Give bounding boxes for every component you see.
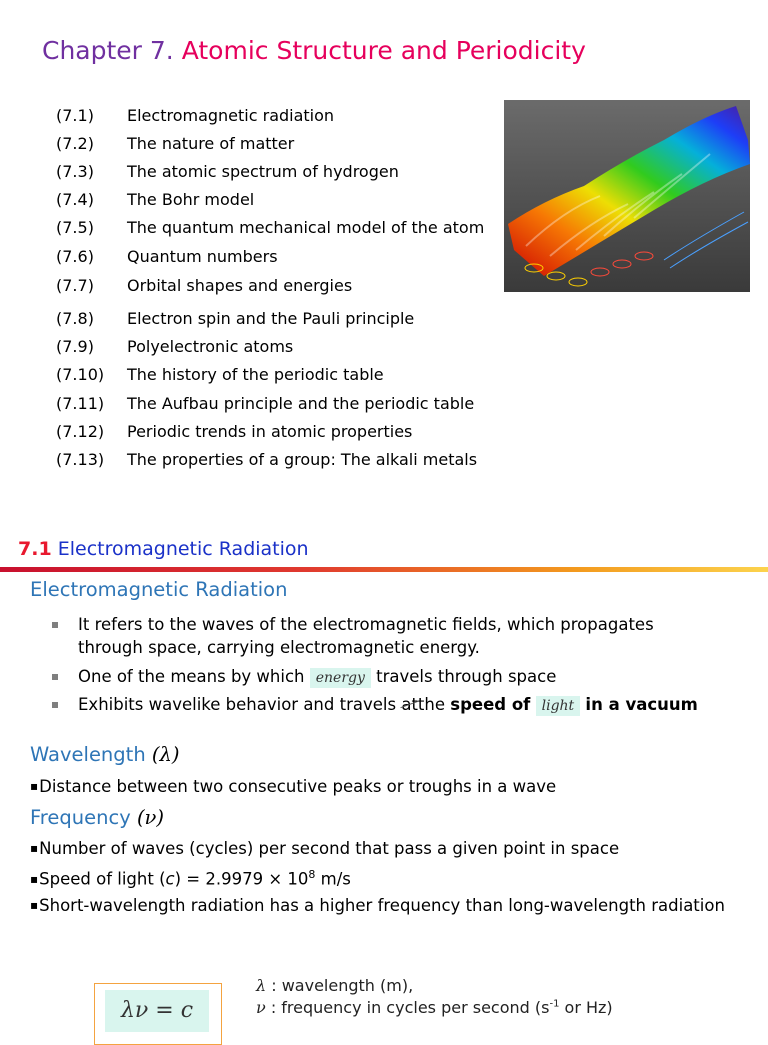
toc-item-number: (7.3) bbox=[56, 162, 94, 181]
nu-def-text: : frequency in cycles per second (s bbox=[265, 998, 550, 1017]
toc-item bbox=[56, 365, 384, 384]
toc-item-label: Quantum numbers bbox=[127, 247, 278, 266]
section-title: Electromagnetic Radiation bbox=[57, 538, 309, 560]
em-bullet-3-the: the bbox=[417, 695, 446, 714]
toc-item-label: The properties of a group: The alkali metals bbox=[127, 450, 478, 469]
wavelength-desc bbox=[30, 777, 556, 796]
chapter-topic: Atomic Structure and Periodicity bbox=[181, 36, 586, 65]
speed-value: ) = 2.9979 × 10 bbox=[174, 869, 309, 889]
list-item bbox=[52, 665, 722, 690]
em-bullet-2-start: One of the means by which bbox=[78, 667, 305, 686]
toc-item-number: (7.10) bbox=[56, 365, 105, 384]
nu-def-text-end: or Hz) bbox=[559, 998, 613, 1017]
frequency-line-3 bbox=[30, 896, 725, 915]
bullet-icon: ▪ bbox=[30, 841, 39, 855]
toc-item-label: The Bohr model bbox=[127, 190, 255, 209]
bullet-icon bbox=[52, 702, 58, 708]
lambda-symbol: (λ) bbox=[151, 743, 180, 766]
toc-item bbox=[56, 106, 334, 125]
handwritten-note-energy: energy bbox=[310, 668, 371, 688]
handwritten-equation: λν = c bbox=[105, 990, 209, 1032]
struck-word: at bbox=[401, 695, 418, 714]
frequency-line-2 bbox=[30, 868, 351, 889]
frequency-line-3-text: Short-wavelength radiation has a higher frequency than long-wavelength radiation bbox=[39, 896, 725, 915]
toc-item-number: (7.4) bbox=[56, 190, 94, 209]
equation-box bbox=[94, 983, 222, 1045]
speed-unit: m/s bbox=[315, 869, 351, 889]
lambda-def-symbol: λ bbox=[256, 976, 267, 995]
bullet-icon bbox=[52, 622, 58, 628]
toc-item-number: (7.12) bbox=[56, 422, 105, 441]
toc-item-number: (7.5) bbox=[56, 218, 94, 237]
handwritten-note-light: light bbox=[536, 696, 581, 716]
toc-item-number: (7.8) bbox=[56, 309, 94, 328]
toc-item-label: Polyelectronic atoms bbox=[127, 337, 294, 356]
em-heading-text: Electromagnetic Radiation bbox=[30, 578, 288, 601]
wavelength-desc-text: Distance between two consecutive peaks or troughs in a wave bbox=[39, 777, 557, 796]
toc-item-label: The Aufbau principle and the periodic table bbox=[127, 394, 475, 413]
em-bullet-3-bold-2: in a vacuum bbox=[585, 695, 698, 714]
toc-item-number: (7.1) bbox=[56, 106, 94, 125]
toc-item bbox=[56, 276, 352, 295]
em-bullet-3 bbox=[78, 693, 722, 718]
toc-item-label: Electron spin and the Pauli principle bbox=[127, 309, 415, 328]
toc-item-label: Electromagnetic radiation bbox=[127, 106, 335, 125]
section-number: 7.1 bbox=[18, 538, 52, 560]
toc-item-number: (7.2) bbox=[56, 134, 94, 153]
toc-item bbox=[56, 394, 474, 413]
toc-item bbox=[56, 218, 484, 237]
toc-item bbox=[56, 450, 477, 469]
lambda-def-text: : wavelength (m), bbox=[266, 976, 414, 995]
nu-def-symbol: ν bbox=[256, 998, 266, 1017]
toc-item bbox=[56, 247, 278, 266]
em-heading bbox=[30, 578, 287, 601]
speed-label: Speed of light ( bbox=[39, 869, 166, 889]
nu-symbol: (ν) bbox=[136, 806, 165, 829]
bullet-icon bbox=[52, 674, 58, 680]
em-bullet-3-bold-1: speed of bbox=[450, 695, 531, 714]
em-bullet-2-end: travels through space bbox=[376, 667, 557, 686]
toc-item bbox=[56, 190, 254, 209]
frequency-heading-text: Frequency bbox=[30, 806, 131, 829]
toc-item-label: The history of the periodic table bbox=[127, 365, 384, 384]
em-bullet-3-start: Exhibits wavelike behavior and travels bbox=[78, 695, 397, 714]
toc-item-label: The nature of matter bbox=[127, 134, 295, 153]
list-item bbox=[52, 613, 722, 659]
toc-item-label: Orbital shapes and energies bbox=[127, 276, 353, 295]
toc-item-number: (7.11) bbox=[56, 394, 105, 413]
toc-item-label: The quantum mechanical model of the atom bbox=[127, 218, 485, 237]
toc-item bbox=[56, 422, 412, 441]
c-symbol: c bbox=[165, 869, 175, 889]
bullet-icon: ▪ bbox=[30, 779, 39, 793]
toc-item bbox=[56, 309, 414, 328]
wave-spectrum-image bbox=[504, 100, 750, 292]
em-bullet-1: It refers to the waves of the electromagnetic fields, which propagates through space, carrying electromagnetic energy. bbox=[78, 615, 654, 657]
frequency-heading bbox=[30, 806, 164, 829]
toc-item bbox=[56, 337, 293, 356]
bullet-icon: ▪ bbox=[30, 898, 39, 912]
toc-item-label: Periodic trends in atomic properties bbox=[127, 422, 413, 441]
wavelength-heading bbox=[30, 743, 179, 766]
wavelength-heading-text: Wavelength bbox=[30, 743, 146, 766]
em-bullet-2 bbox=[78, 665, 722, 690]
nu-definition bbox=[256, 998, 613, 1017]
toc-item-number: (7.6) bbox=[56, 247, 94, 266]
section-divider bbox=[0, 567, 768, 572]
toc-item-number: (7.9) bbox=[56, 337, 94, 356]
toc-item bbox=[56, 162, 399, 181]
toc-item-number: (7.13) bbox=[56, 450, 105, 469]
toc-item bbox=[56, 134, 294, 153]
section-heading bbox=[18, 538, 309, 560]
toc-item-number: (7.7) bbox=[56, 276, 94, 295]
list-item bbox=[52, 693, 722, 718]
page-title bbox=[42, 36, 586, 65]
bullet-icon: ▪ bbox=[30, 871, 39, 886]
chapter-label: Chapter 7. bbox=[42, 36, 174, 65]
speed-exponent: 8 bbox=[308, 868, 316, 881]
frequency-line-1-text: Number of waves (cycles) per second that pass a given point in space bbox=[39, 839, 620, 858]
lambda-definition bbox=[256, 976, 413, 995]
nu-def-exponent: -1 bbox=[549, 998, 560, 1010]
frequency-line-1 bbox=[30, 839, 619, 858]
toc-item-label: The atomic spectrum of hydrogen bbox=[127, 162, 399, 181]
